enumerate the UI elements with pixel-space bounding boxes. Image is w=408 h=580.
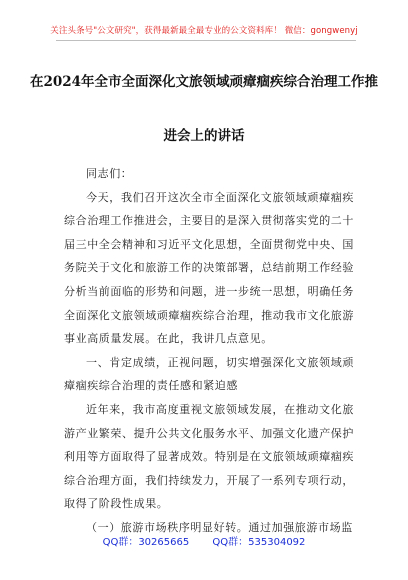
document-body xyxy=(64,162,354,540)
salutation: 同志们： xyxy=(86,167,133,180)
document-title-line-1: 在2024年全市全面深化文旅领域顽瘴痼疾综合治理工作推 xyxy=(29,74,379,90)
section-heading-1: 一、肯定成绩，正视问题，切实增强深化文旅领域顽瘴痼疾综合治理的责任感和紧迫感 xyxy=(64,355,354,393)
paragraph-opening: 今天，我们召开这次全市全面深化文旅领域顽瘴痼疾综合治理工作推进会，主要目的是深入贯彻落实党的二十届三中全会精神和习近平文化思想，全面贯彻党中央、国务院关于文化和旅游工作的决策部署，总结前期工作经验分析当前面临的形势和问题，进一步统一思想，明确任务全面深化文旅领域顽瘴痼疾综合治理，推动我市文化旅游事业高质量发展。在此，我讲几点意见。 xyxy=(64,190,354,346)
subsection-heading-1: （一）旅游市场秩序明显好转。通过加强旅游市场监 xyxy=(86,520,353,534)
footer-qq-group-2: QQ群：535304092 xyxy=(212,537,306,548)
header-banner: 关注头条号"公文研究"，获得最新最全最专业的公文资料库！ 微信：gongwenyj xyxy=(50,26,358,36)
document-title-line-2: 进会上的讲话 xyxy=(163,128,245,144)
footer-contacts xyxy=(0,533,408,548)
footer-qq-group-1: QQ群：30265665 xyxy=(102,537,190,548)
paragraph-achievements: 近年来，我市高度重视文旅领域发展，在推动文化旅游产业繁荣、提升公共文化服务水平、加强文化遗产保护利用等方面取得了显著成效。特别是在文旅领域顽瘴痼疾综合治理方面，我们持续发力，开展了一系列专项行动，取得了阶段性成果。 xyxy=(64,402,354,511)
header-divider xyxy=(56,40,356,41)
